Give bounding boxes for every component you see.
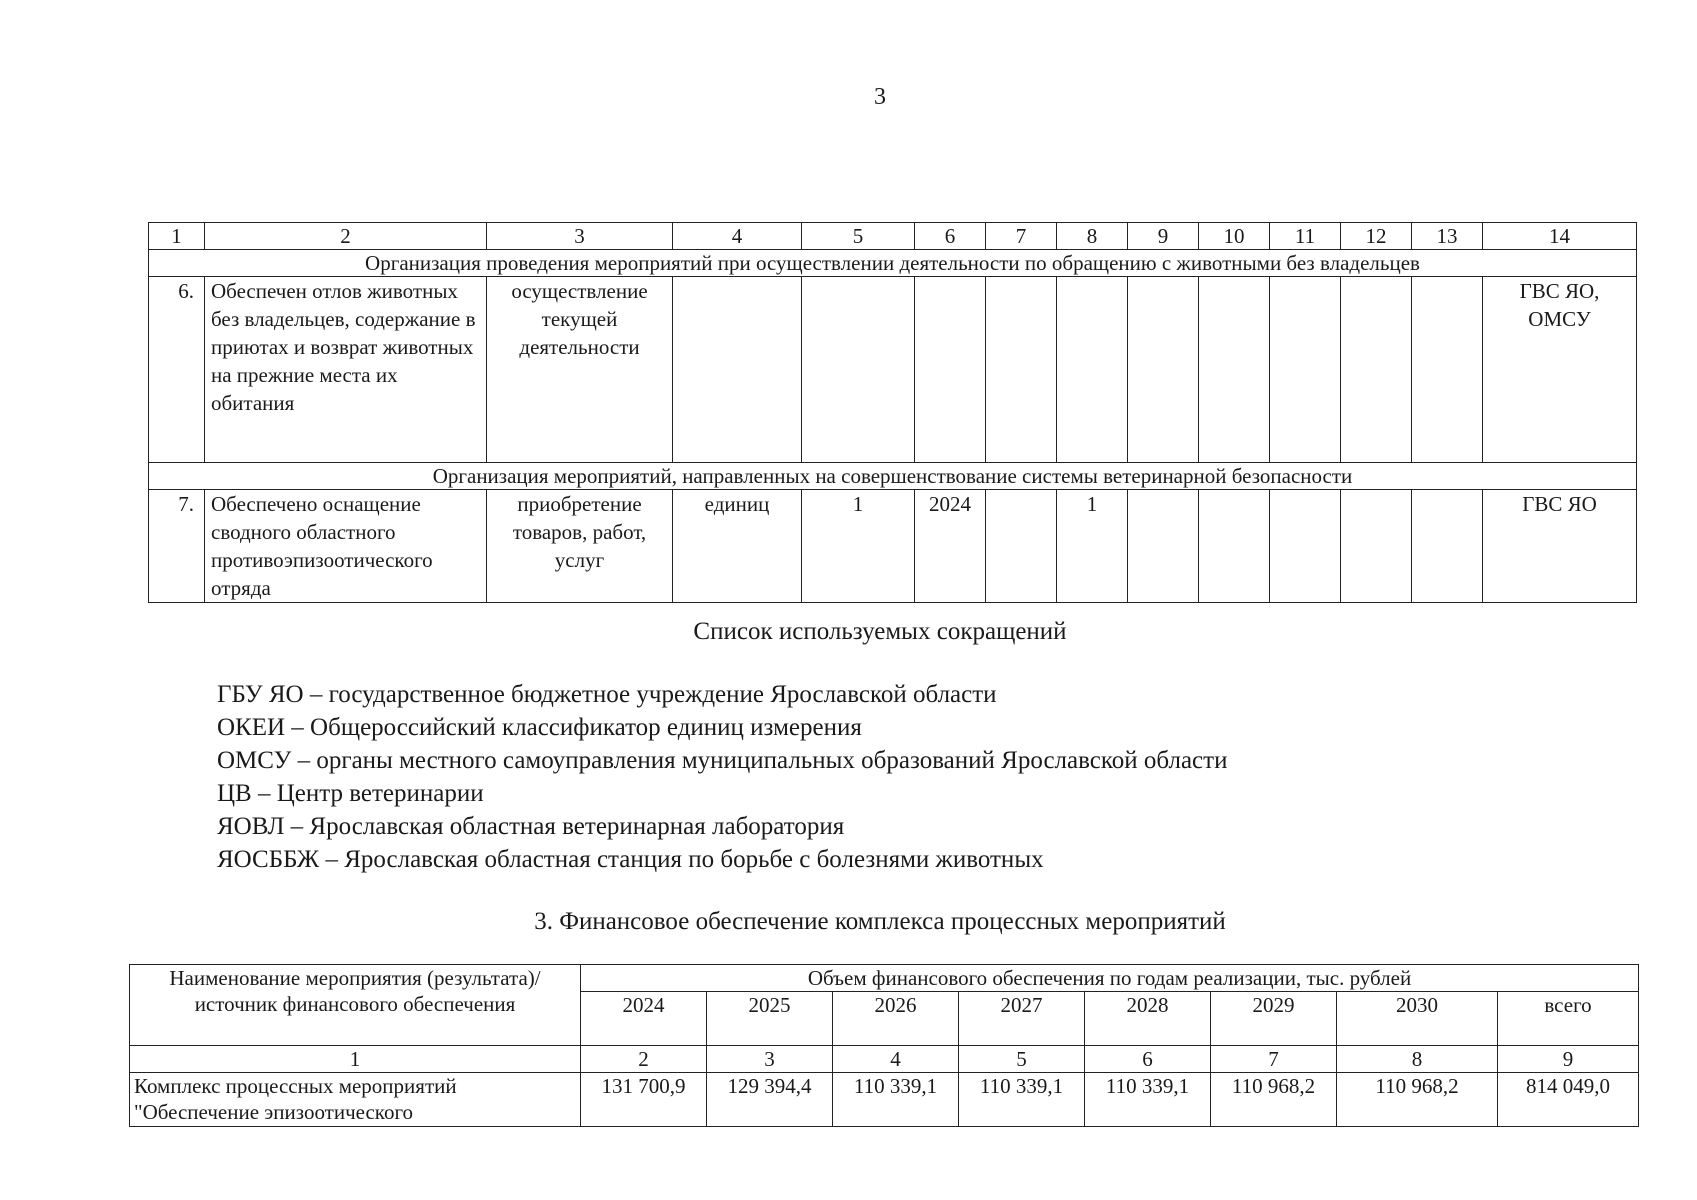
year-header: 2030: [1337, 992, 1498, 1046]
abbreviation-item: ГБУ ЯО – государственное бюджетное учреждение Ярославской области: [217, 681, 997, 708]
abbreviation-item: ЯОВЛ – Ярославская областная ветеринарная лаборатория: [217, 813, 845, 840]
base-value-cell: [802, 277, 915, 463]
header-cell: 12: [1341, 223, 1412, 250]
abbreviation-item: ОКЕИ – Общероссийский классификатор единиц измерения: [217, 714, 862, 741]
result-name: Обеспечено оснащение сводного областного противоэпизоотического отряда: [205, 490, 487, 603]
year-value-cell: [1412, 490, 1483, 603]
year-value-cell: [1199, 277, 1270, 463]
index-cell: 7: [1211, 1046, 1337, 1073]
result-type: осуществление текущей деятельности: [487, 277, 673, 463]
responsible-cell: ГВС ЯО, ОМСУ: [1483, 277, 1637, 463]
table-row: [130, 1073, 1639, 1127]
year-value-cell: [1128, 277, 1199, 463]
year-value-cell: [1341, 277, 1412, 463]
amount-cell: 129 394,4: [707, 1073, 833, 1127]
header-cell: 10: [1199, 223, 1270, 250]
header-cell: 7: [986, 223, 1057, 250]
index-cell: 5: [959, 1046, 1085, 1073]
total-header: всего: [1498, 992, 1639, 1046]
unit-cell: [673, 277, 802, 463]
abbreviation-item: ЯОСББЖ – Ярославская областная станция по борьбе с болезнями животных: [217, 846, 1044, 873]
year-value-cell: [1341, 490, 1412, 603]
result-type: приобретение товаров, работ, услуг: [487, 490, 673, 603]
year-value-cell: [1412, 277, 1483, 463]
header-cell: 4: [673, 223, 802, 250]
result-name: Обеспечен отлов животных без владельцев, содержание в приютах и возврат животных на прежние места их обитания: [205, 277, 487, 463]
index-cell: 6: [1085, 1046, 1211, 1073]
year-value-cell: [1270, 490, 1341, 603]
year-value-cell: [986, 277, 1057, 463]
finance-section-title: 3. Финансовое обеспечение комплекса процессных мероприятий: [534, 908, 1226, 935]
section-row: [149, 463, 1637, 490]
amount-cell: 110 339,1: [1085, 1073, 1211, 1127]
year-header: 2025: [707, 992, 833, 1046]
index-cell: 2: [581, 1046, 707, 1073]
year-value-cell: [1128, 490, 1199, 603]
index-cell: 9: [1498, 1046, 1639, 1073]
activity-name: Комплекс процессных мероприятий "Обеспечение эпизоотического: [130, 1073, 581, 1127]
year-header: 2026: [833, 992, 959, 1046]
year-header: 2029: [1211, 992, 1337, 1046]
finance-table: [129, 964, 1639, 1127]
table-row: [149, 490, 1637, 603]
year-value-cell: [986, 490, 1057, 603]
table-row: [149, 277, 1637, 463]
activity-name-header: Наименование мероприятия (результата)/ источник финансового обеспечения: [130, 965, 581, 1046]
amount-cell: 110 968,2: [1337, 1073, 1498, 1127]
index-cell: 4: [833, 1046, 959, 1073]
total-amount-cell: 814 049,0: [1498, 1073, 1639, 1127]
abbreviation-item: ОМСУ – органы местного самоуправления муниципальных образований Ярославской области: [217, 747, 1228, 774]
header-cell: 3: [487, 223, 673, 250]
section-row: [149, 250, 1637, 277]
header-cell: 9: [1128, 223, 1199, 250]
base-year-cell: 2024: [915, 490, 986, 603]
table-header-row: [130, 965, 1639, 992]
abbreviations-list: [217, 678, 1227, 876]
amount-cell: 110 968,2: [1211, 1073, 1337, 1127]
section-title: Организация мероприятий, направленных на совершенствование системы ветеринарной безопасности: [149, 463, 1637, 490]
abbreviations-title: Список используемых сокращений: [693, 618, 1067, 645]
amount-cell: 110 339,1: [833, 1073, 959, 1127]
year-value-cell: 1: [1057, 490, 1128, 603]
volume-header: Объем финансового обеспечения по годам реализации, тыс. рублей: [581, 965, 1639, 992]
column-index-row: [130, 1046, 1639, 1073]
header-cell: 13: [1412, 223, 1483, 250]
header-cell: 2: [205, 223, 487, 250]
year-header: 2028: [1085, 992, 1211, 1046]
base-year-cell: [915, 277, 986, 463]
year-header: 2024: [581, 992, 707, 1046]
year-value-cell: [1270, 277, 1341, 463]
year-header: 2027: [959, 992, 1085, 1046]
row-number: 6.: [149, 277, 205, 463]
header-cell: 14: [1483, 223, 1637, 250]
amount-cell: 131 700,9: [581, 1073, 707, 1127]
header-cell: 11: [1270, 223, 1341, 250]
year-value-cell: [1199, 490, 1270, 603]
header-cell: 6: [915, 223, 986, 250]
amount-cell: 110 339,1: [959, 1073, 1085, 1127]
index-cell: 8: [1337, 1046, 1498, 1073]
row-number: 7.: [149, 490, 205, 603]
index-cell: 3: [707, 1046, 833, 1073]
table-header-row: [149, 223, 1637, 250]
section-title: Организация проведения мероприятий при осуществлении деятельности по обращению с животными без владельцев: [149, 250, 1637, 277]
unit-cell: единиц: [673, 490, 802, 603]
abbreviation-item: ЦВ – Центр ветеринарии: [217, 780, 484, 807]
page-number: 3: [874, 84, 886, 110]
header-cell: 8: [1057, 223, 1128, 250]
header-cell: 5: [802, 223, 915, 250]
header-cell: 1: [149, 223, 205, 250]
responsible-cell: ГВС ЯО: [1483, 490, 1637, 603]
results-table: [148, 222, 1637, 603]
base-value-cell: 1: [802, 490, 915, 603]
year-value-cell: [1057, 277, 1128, 463]
index-cell: 1: [130, 1046, 581, 1073]
